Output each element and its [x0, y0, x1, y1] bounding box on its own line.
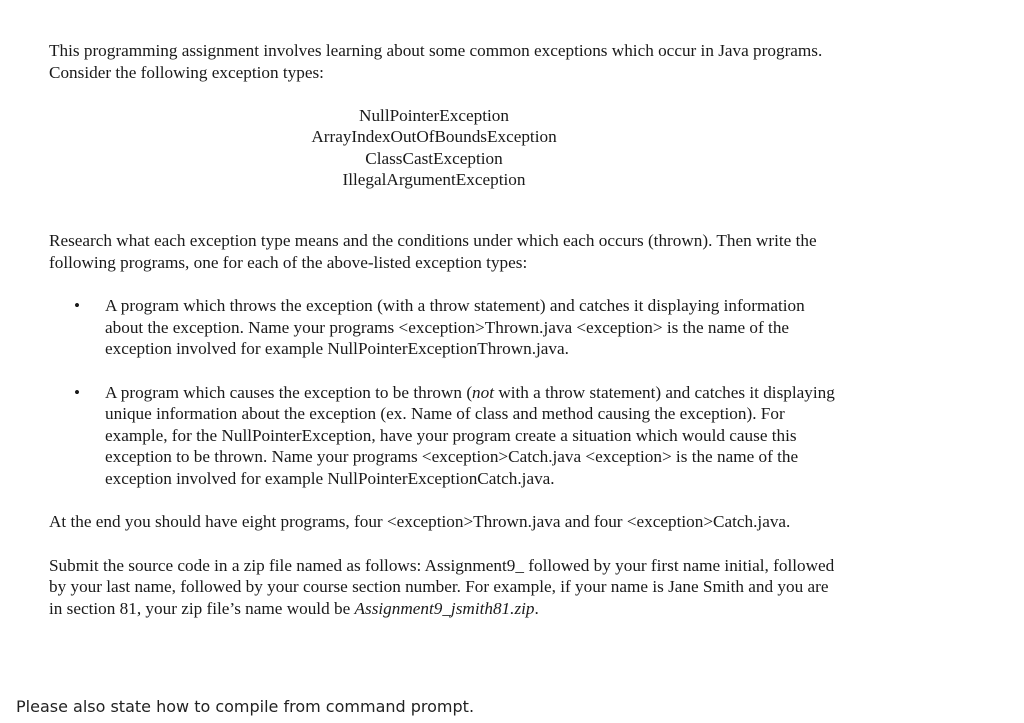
bullet-thrown-text: A program which throws the exception (with a throw statement) and catches it displaying information about the exception. Name your programs <exception>Thrown.java <exception> is the name of the exception involved for example NullPointerExceptionThrown.java.: [105, 296, 805, 359]
intro-paragraph: This programming assignment involves learning about some common exceptions which occur in Java programs. Consider the following exception types:: [49, 41, 823, 82]
list-item: [49, 295, 839, 360]
submit-text-end: .: [534, 598, 539, 618]
end-summary-paragraph: At the end you should have eight programs, four <exception>Thrown.java and four <exception>Catch.java.: [49, 512, 791, 532]
bullet-catch-text-end: with a throw statement) and catches it displaying unique information about the exception (ex. Name of class and method causing the exception). For example, for the NullPointerException, have your program create a situation which would cause this exception to be thrown. Name your programs <exception>Catch.java <exception> is the name of the exception involved for example NullPointerExceptionCatch.java.: [105, 382, 835, 488]
list-item: [49, 382, 839, 490]
exception-type-item: IllegalArgumentException: [342, 169, 526, 189]
research-paragraph: Research what each exception type means and the conditions under which each occurs (thrown). Then write the following programs, one for each of the above-listed exception types:: [49, 231, 817, 272]
exception-type-item: NullPointerException: [359, 106, 509, 125]
exception-type-list: [49, 105, 819, 190]
submit-text: Submit the source code in a zip file named as follows: Assignment9_ followed by your first name initial, followed by your last name, followed by your course section number. For example, if your name is Jane Smith and you are in section 81, your zip file’s name would be: [49, 555, 835, 618]
bullet-catch-emphasis: not: [472, 382, 495, 402]
zip-file-name: Assignment9_jsmith81.zip: [354, 598, 535, 618]
bullet-catch-text-start: A program which causes the exception to be thrown (: [105, 382, 473, 402]
submit-paragraph: [49, 555, 839, 620]
assignment-document: [49, 40, 839, 619]
footer-note: Please also state how to compile from command prompt.: [16, 697, 475, 716]
program-requirements-list: [49, 295, 839, 489]
exception-type-item: ArrayIndexOutOfBoundsException: [311, 127, 557, 147]
exception-type-item: ClassCastException: [365, 148, 503, 168]
